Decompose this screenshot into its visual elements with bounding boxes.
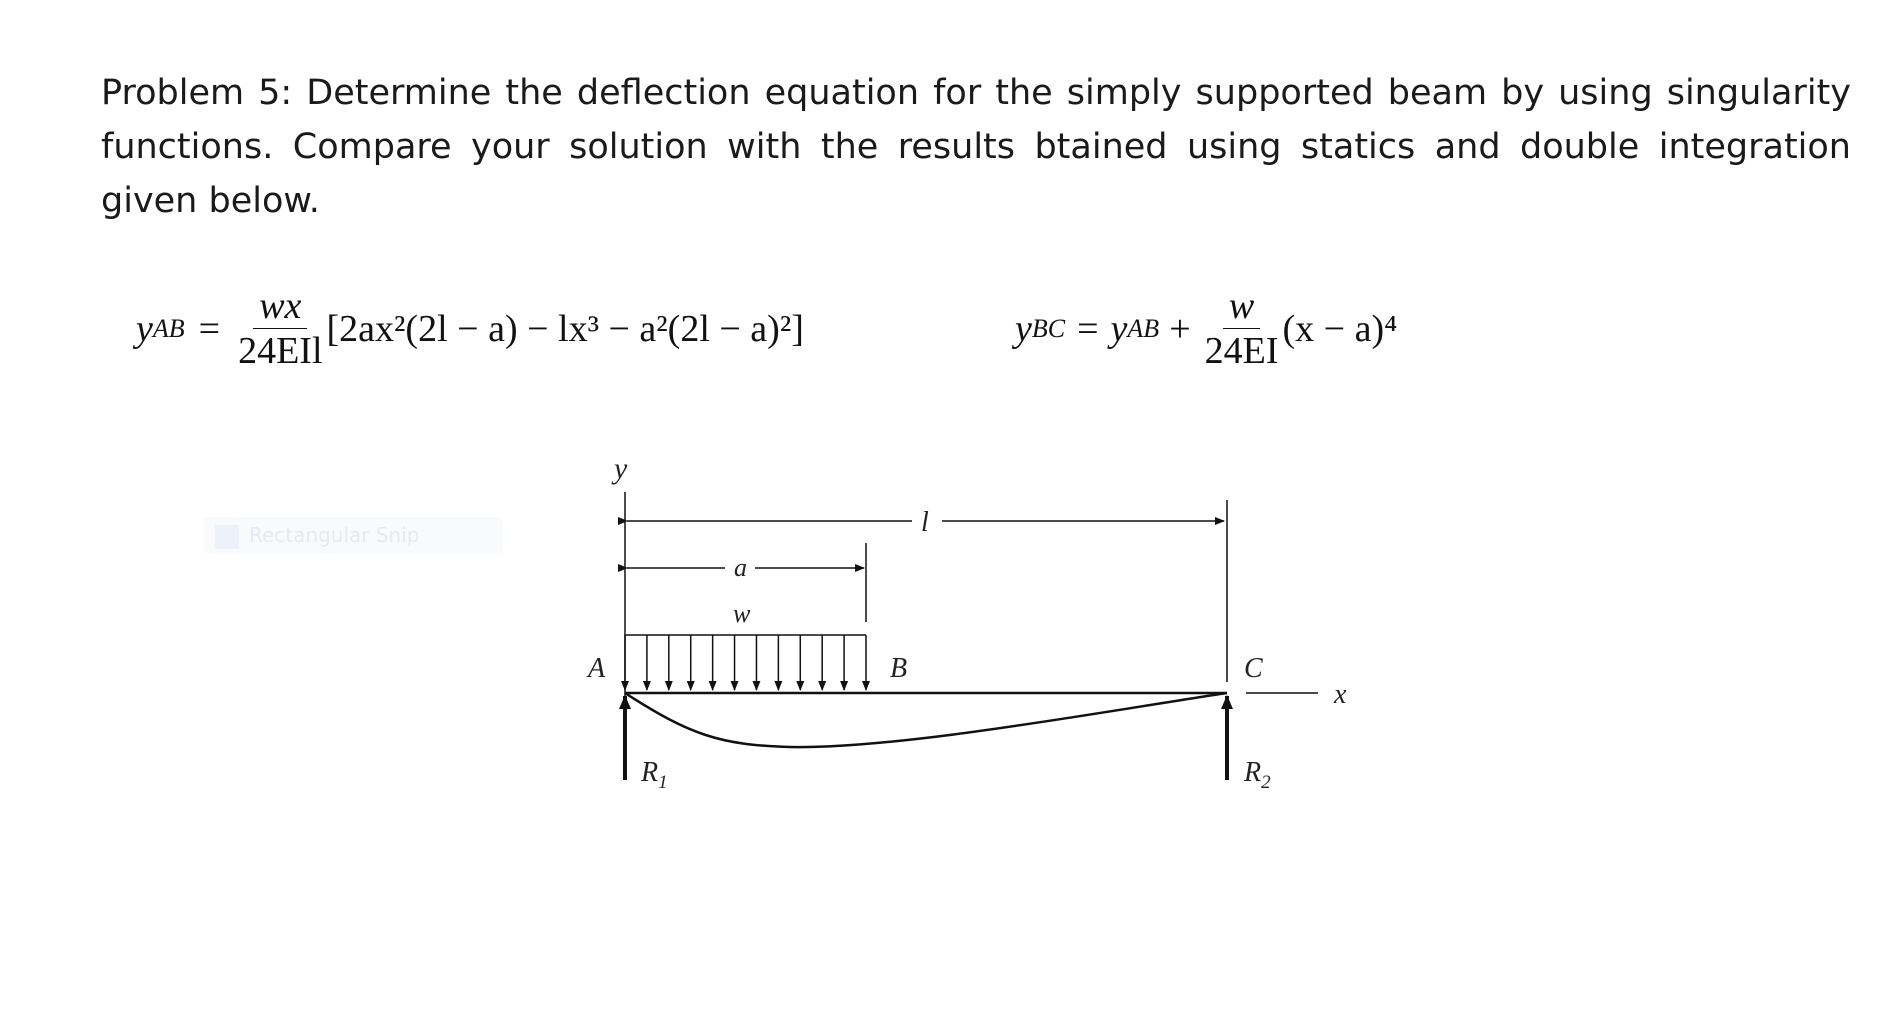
yab-equals: = [198,307,221,350]
ybc-numerator: w [1223,286,1260,329]
yab-numerator: wx [253,286,307,329]
label-B: B [890,653,908,684]
ybc-lhs: y [1015,307,1032,350]
label-l: l [921,507,929,538]
label-A: A [588,653,606,684]
ybc-term1: y [1110,307,1128,350]
label-a: a [734,553,747,582]
label-R1: $R_1$ [641,757,668,793]
problem-statement: Problem 5: Determine the deflection equation for the simply supported beam by using singularity functions. Compare your solution with the results btained using statics and double integration given below. [101,73,1851,221]
yab-body: [2ax²(2l − a) − lx³ − a²(2l − a)²] [326,307,804,350]
yab-denominator: 24EIl [238,330,323,372]
snip-label: Rectangular Snip [249,523,420,547]
label-y: y [614,452,628,485]
distributed-load [625,635,866,690]
label-w: w [733,599,751,628]
ybc-term1-sub: AB [1127,313,1160,343]
label-x: x [1334,679,1347,710]
ybc-plus: + [1169,307,1191,350]
deflection-curve [625,693,1227,747]
label-R2: $R_2$ [1244,757,1271,793]
label-C: C [1244,653,1263,684]
yab-lhs-sub: AB [152,313,185,343]
ybc-lhs-sub: BC [1031,313,1066,343]
ybc-denominator: 24EI [1204,330,1279,372]
ybc-equals: = [1077,307,1099,350]
ybc-body: (x − a)⁴ [1282,307,1398,350]
yab-lhs: y [136,307,153,350]
